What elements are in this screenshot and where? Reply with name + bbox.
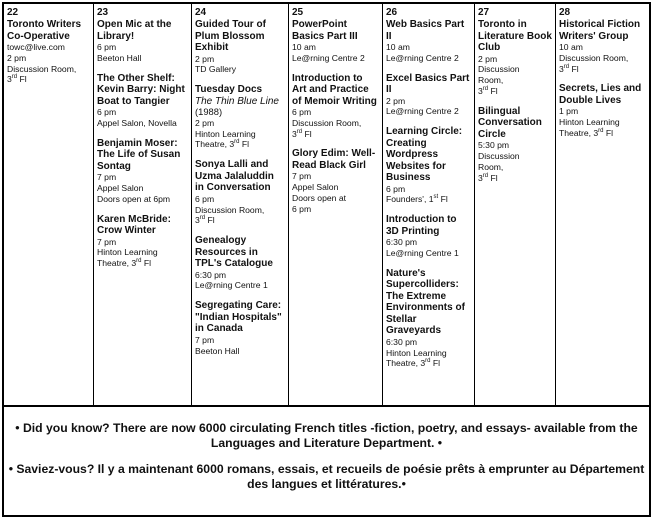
event-detail: 6 pm: [97, 107, 117, 118]
event-floor: [386, 358, 471, 369]
event-entry: [7, 19, 90, 85]
event-title: Benjamin Moser: The Life of Susan Sontag: [97, 137, 181, 172]
event-entry: [559, 83, 646, 138]
event-detail: Le@rning Centre 1: [386, 248, 459, 259]
event-year: (1988): [195, 106, 223, 118]
day-number: 24: [195, 7, 207, 18]
event-entry: [97, 19, 188, 64]
event-entry: [97, 138, 188, 205]
day-number: 26: [386, 7, 398, 18]
event-detail: 6 pm: [292, 203, 312, 214]
event-entry: [97, 73, 188, 129]
event-detail: Room,: [478, 161, 504, 172]
event-detail: 7 pm: [97, 236, 117, 247]
event-title: Genealogy Resources in TPL's Catalogue: [195, 235, 273, 270]
event-detail: Hinton Learning: [559, 117, 620, 128]
event-entry: [386, 73, 471, 118]
event-detail: 6:30 pm: [386, 237, 418, 248]
floor-prefix: 3: [7, 74, 12, 85]
event-detail: Le@rning Centre 2: [292, 52, 365, 63]
floor-suffix: Fl: [488, 172, 498, 183]
event-title: Introduction to Art and Practice of Memoir Writing: [292, 72, 377, 107]
notes-section: [4, 407, 649, 515]
event-detail: 2 pm: [478, 53, 498, 64]
floor-prefix: Theatre, 3: [195, 139, 235, 150]
event-detail: 6 pm: [386, 183, 406, 194]
event-detail: Beeton Hall: [195, 345, 240, 356]
event-detail: Doors open at 6pm: [97, 193, 171, 204]
floor-ordinal: rd: [563, 63, 570, 70]
day-number: 22: [7, 7, 19, 18]
day-column: [289, 4, 383, 405]
event-detail: Appel Salon: [292, 182, 339, 193]
event-floor: [7, 74, 90, 85]
event-entry: [195, 159, 285, 226]
event-detail: 7 pm: [97, 172, 117, 183]
event-title: Historical Fiction Writers' Group: [559, 19, 641, 42]
event-entry: [195, 300, 285, 356]
floor-prefix: 3: [559, 63, 564, 74]
floor-suffix: Fl: [438, 194, 448, 205]
floor-prefix: 3: [292, 128, 297, 139]
floor-ordinal: rd: [482, 172, 489, 179]
event-detail: Discussion Room,: [559, 52, 629, 63]
event-title: Introduction to 3D Printing: [386, 214, 457, 237]
day-column: [192, 4, 289, 405]
event-entry: [292, 148, 379, 214]
event-entry: [195, 84, 285, 150]
event-detail: Le@rning Centre 1: [195, 280, 268, 291]
event-detail: Le@rning Centre 2: [386, 52, 459, 63]
floor-suffix: Fl: [205, 215, 215, 226]
event-detail: 2 pm: [386, 95, 406, 106]
event-detail: 6 pm: [97, 42, 117, 52]
event-title: Tuesday Docs: [195, 84, 263, 96]
event-subtitle: The Thin Blue Line: [195, 95, 279, 107]
event-title: Karen McBride: Crow Winter: [97, 213, 171, 237]
event-title: Segregating Care: "Indian Hospitals" in Canada: [195, 300, 282, 335]
event-floor: [559, 64, 646, 75]
event-title: Sonya Lalli and Uzma Jalaluddin in Conversation: [195, 159, 274, 194]
event-floor: [195, 139, 285, 150]
event-entry: [559, 19, 646, 74]
event-detail: 7 pm: [195, 334, 215, 345]
event-detail: 1 pm: [559, 106, 579, 117]
floor-suffix: Fl: [430, 358, 441, 369]
event-floor: [478, 86, 552, 97]
day-number: 28: [559, 7, 571, 18]
event-entry: [386, 126, 471, 205]
day-column: [4, 4, 94, 405]
event-title: Learning Circle: Creating Wordpress Websites for Business: [386, 126, 463, 184]
event-detail: Beeton Hall: [97, 52, 142, 63]
floor-ordinal: rd: [136, 258, 142, 265]
event-detail: 10 am: [292, 42, 316, 52]
event-detail: Discussion Room,: [292, 117, 362, 128]
event-title: Glory Edim: Well-Read Black Girl: [292, 148, 376, 171]
event-title: Toronto Writers Co-Operative: [7, 19, 82, 42]
floor-suffix: Fl: [141, 258, 152, 269]
floor-suffix: Fl: [488, 85, 498, 96]
event-detail: Doors open at: [292, 193, 346, 204]
event-detail: 10 am: [386, 42, 410, 52]
event-detail: Le@rning Centre 2: [386, 106, 459, 117]
event-title: Toronto in Literature Book Club: [478, 19, 552, 53]
event-entry: [478, 106, 552, 184]
event-title: Open Mic at the Library!: [97, 19, 172, 42]
floor-ordinal: rd: [234, 139, 240, 146]
event-detail: 2 pm: [7, 52, 27, 63]
floor-suffix: Fl: [239, 139, 250, 150]
event-entry: [386, 214, 471, 259]
event-entry: [195, 235, 285, 291]
event-detail: 2 pm: [195, 117, 215, 128]
floor-prefix: Theatre, 3: [97, 258, 137, 269]
event-floor: [97, 258, 188, 269]
day-column: [94, 4, 192, 405]
floor-ordinal: rd: [598, 128, 604, 135]
event-detail: 6:30 pm: [386, 336, 418, 347]
event-detail: 7 pm: [292, 171, 312, 182]
floor-prefix: Theatre, 3: [559, 127, 599, 138]
day-column: [556, 4, 649, 405]
event-detail: Discussion: [478, 150, 520, 161]
event-detail: 6 pm: [195, 193, 215, 204]
floor-prefix: 3: [195, 215, 200, 226]
floor-suffix: Fl: [569, 63, 579, 74]
event-floor: [292, 129, 379, 140]
event-detail: Discussion Room,: [195, 204, 265, 215]
event-detail: Hinton Learning: [386, 347, 447, 358]
floor-ordinal: rd: [482, 86, 489, 93]
event-detail: 6 pm: [292, 107, 312, 118]
event-floor: [559, 128, 646, 139]
floor-suffix: Fl: [302, 128, 312, 139]
event-detail: Appel Salon, Novella: [97, 117, 177, 128]
event-title: Secrets, Lies and Double Lives: [559, 83, 642, 106]
day-column: [383, 4, 475, 405]
event-title: Nature's Supercolliders: The Extreme Environments of Stellar Graveyards: [386, 267, 465, 337]
floor-prefix: 3: [478, 172, 483, 183]
event-entry: [386, 268, 471, 369]
event-title: Guided Tour of Plum Blossom Exhibit: [195, 19, 266, 53]
floor-suffix: Fl: [17, 74, 27, 85]
floor-ordinal: rd: [425, 358, 431, 365]
event-detail: 5:30 pm: [478, 140, 510, 151]
event-title: Bilingual Conversation Circle: [478, 105, 542, 140]
event-detail: 6:30 pm: [195, 269, 227, 280]
event-detail: Appel Salon: [97, 182, 144, 193]
event-floor: [386, 194, 471, 205]
floor-prefix: Founders', 1: [386, 194, 434, 205]
event-entry: [478, 19, 552, 97]
event-detail: 10 am: [559, 42, 583, 52]
event-title: Excel Basics Part II: [386, 72, 470, 96]
event-detail: Discussion Room,: [7, 63, 77, 74]
event-entry: [292, 19, 379, 64]
event-detail: Hinton Learning: [97, 247, 158, 258]
floor-ordinal: rd: [199, 215, 206, 222]
floor-ordinal: rd: [296, 128, 303, 135]
event-detail: 2 pm: [195, 53, 215, 64]
floor-ordinal: st: [433, 194, 439, 201]
event-detail: Hinton Learning: [195, 128, 256, 139]
floor-prefix: Theatre, 3: [386, 358, 426, 369]
event-title: The Other Shelf: Kevin Barry: Night Boat to Tangier: [97, 72, 185, 107]
day-column: [475, 4, 556, 405]
event-detail: Discussion: [478, 64, 520, 75]
floor-prefix: 3: [478, 85, 483, 96]
day-number: 23: [97, 7, 109, 18]
day-number: 27: [478, 7, 490, 18]
event-entry: [195, 19, 285, 75]
floor-suffix: Fl: [603, 127, 614, 138]
floor-ordinal: rd: [11, 74, 18, 81]
event-title: Web Basics Part II: [386, 19, 465, 42]
calendar-sheet: [2, 2, 651, 517]
french-note: • Saviez-vous? Il y a maintenant 6000 romans, essais, et recueils de poésie prêts à emprunter au Département des langues et littératures.•: [8, 462, 645, 491]
day-number: 25: [292, 7, 304, 18]
week-grid: [4, 4, 649, 407]
event-entry: [292, 73, 379, 140]
event-detail: TD Gallery: [195, 64, 237, 75]
english-note: • Did you know? There are now 6000 circulating French titles -fiction, poetry, and essays- available from the Languages and Literature Department. •: [15, 421, 638, 450]
event-entry: [386, 19, 471, 64]
event-entry: [97, 214, 188, 269]
event-floor: [195, 215, 285, 226]
event-detail: towc@live.com: [7, 42, 65, 52]
event-detail: Room,: [478, 75, 504, 86]
event-floor: [478, 173, 552, 184]
event-title: PowerPoint Basics Part III: [292, 19, 358, 42]
